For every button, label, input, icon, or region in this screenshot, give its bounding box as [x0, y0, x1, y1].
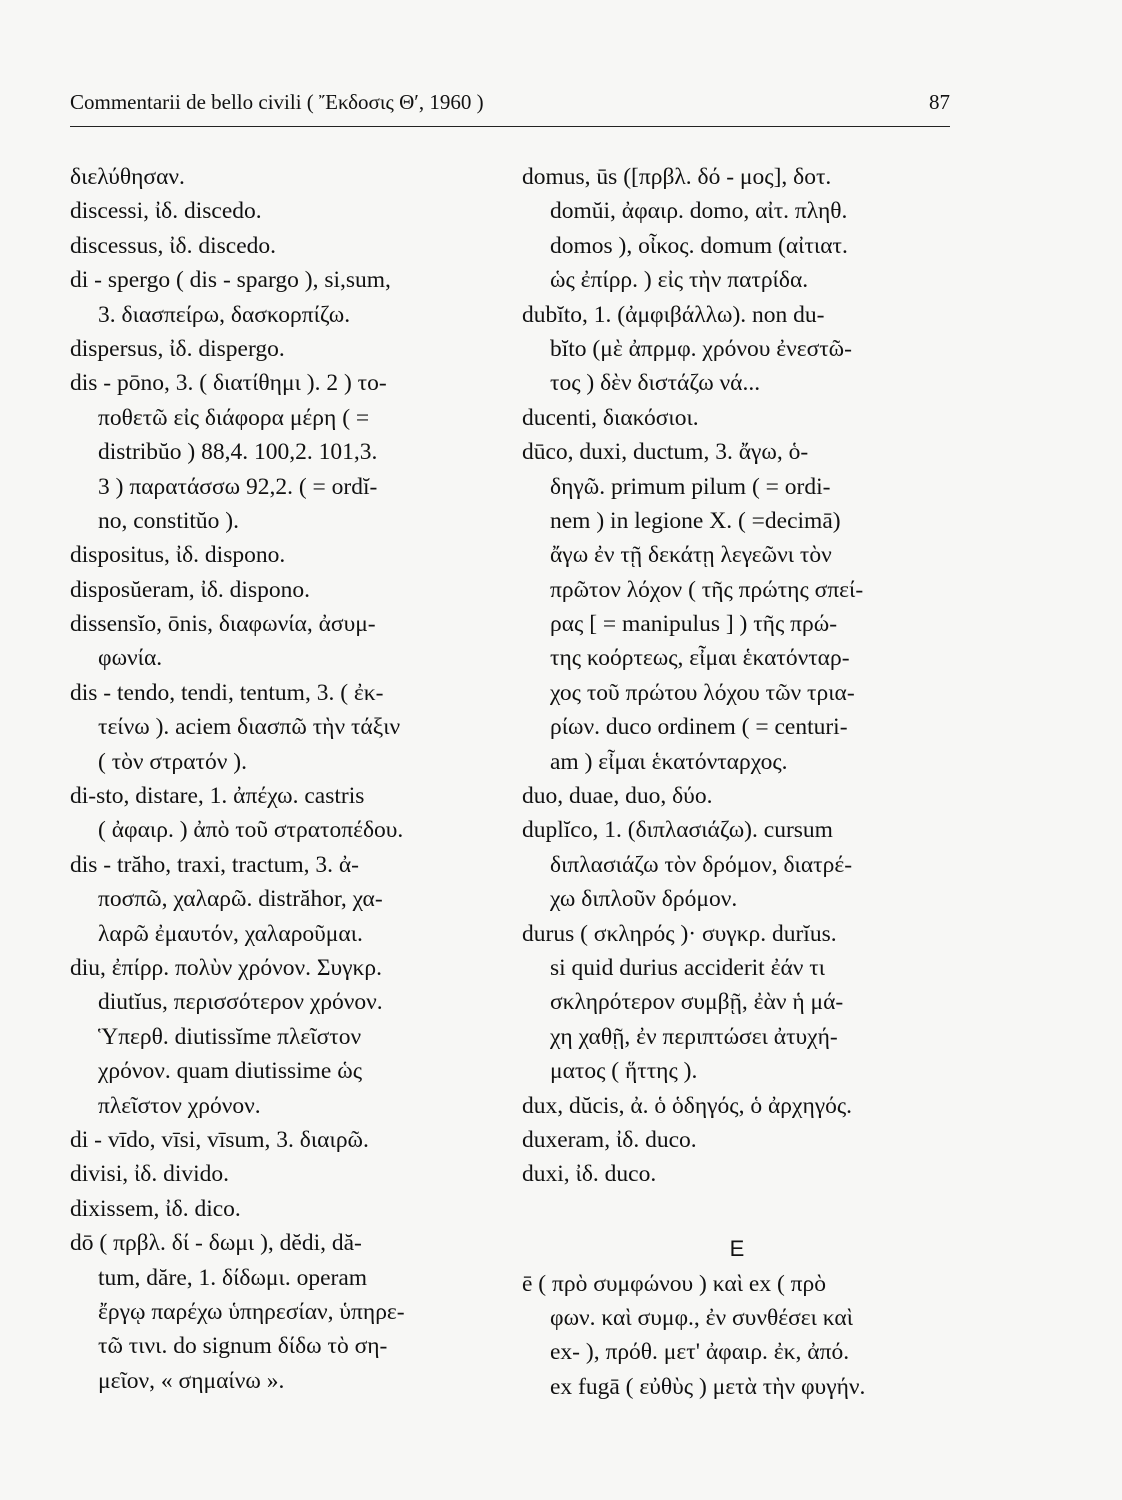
dictionary-line: domŭi, ἀφαιρ. domo, αἰτ. πληθ. — [550, 198, 848, 225]
dictionary-line: ποσπῶ, χαλαρῶ. distrăhor, χα- — [98, 886, 383, 913]
dictionary-line: χρόνον. quam diutissime ὡς — [98, 1058, 363, 1085]
dictionary-line: distribŭo ) 88,4. 100,2. 101,3. — [98, 439, 378, 466]
left-column — [70, 160, 500, 1398]
dictionary-line: divisi, ἰδ. divido. — [70, 1161, 230, 1188]
dictionary-line: durus ( σκληρός )· συγκρ. durĭus. — [522, 920, 837, 947]
dictionary-line: ρας [ = manipulus ] ) τῆς πρώ- — [550, 611, 838, 638]
dictionary-line: diu, ἐπίρρ. πολὺν χρόνον. Συγκρ. — [70, 954, 382, 981]
dictionary-line: duxeram, ἰδ. duco. — [522, 1126, 697, 1153]
dictionary-line: disposŭeram, ἰδ. dispono. — [70, 576, 310, 603]
dictionary-line: dixissem, ἰδ. dico. — [70, 1195, 241, 1222]
dictionary-line: ρίων. duco ordinem ( = centuri- — [550, 714, 848, 741]
dictionary-line: dis - tendo, tendi, tentum, 3. ( ἐκ- — [70, 679, 384, 706]
dictionary-line: am ) εἶμαι ἑκατόνταρχος. — [550, 748, 788, 775]
dictionary-line: τος ) δὲν διστάζω νά... — [550, 370, 761, 397]
dictionary-line: nem ) in legione X. ( =decimā) — [550, 507, 841, 534]
running-header — [70, 90, 950, 122]
dictionary-line: τῶ τινι. do signum δίδω τὸ ση- — [98, 1333, 388, 1360]
section-letter-heading: E — [729, 1236, 745, 1262]
dictionary-line: duplĭco, 1. (διπλασιάζω). cursum — [522, 817, 833, 844]
dictionary-line: no, constitŭo ). — [98, 507, 239, 534]
dictionary-line: discessi, ἰδ. discedo. — [70, 198, 262, 225]
dictionary-line: di-sto, distare, 1. ἀπέχω. castris — [70, 783, 365, 810]
dictionary-line: πρῶτον λόχον ( τῆς πρώτης σπεί- — [550, 576, 864, 603]
running-title: Commentarii de bello civili ( Ἔκδοσις Θ′, 1960 ) — [70, 90, 484, 114]
dictionary-line: ἄγω ἐν τῇ δεκάτῃ λεγεῶνι τὸν — [550, 542, 832, 569]
dictionary-line: ducenti, διακόσιοι. — [522, 404, 699, 431]
dictionary-line: ποθετῶ εἰς διάφορα μέρη ( = — [98, 404, 370, 431]
right-column-entries — [522, 160, 952, 1192]
dictionary-line: dux, dŭcis, ἀ. ὁ ὁδηγός, ὁ ἀρχηγός. — [522, 1092, 853, 1119]
dictionary-line: dis - trăho, traxi, tractum, 3. ἀ- — [70, 851, 360, 878]
dictionary-line: tum, dăre, 1. δίδωμι. operam — [98, 1264, 368, 1291]
right-column-entries-after — [522, 1267, 952, 1405]
dictionary-line: duxi, ἰδ. duco. — [522, 1161, 657, 1188]
dictionary-line: φων. καὶ συμφ., ἐν συνθέσει καὶ — [550, 1304, 854, 1331]
dictionary-line: λαρῶ ἐμαυτόν, χαλαροῦμαι. — [98, 920, 363, 947]
dictionary-line: dūco, duxi, ductum, 3. ἄγω, ὁ- — [522, 439, 809, 466]
dictionary-line: ex fugā ( εὐθὺς ) μετὰ τὴν φυγήν. — [550, 1373, 866, 1400]
dictionary-line: ( τὸν στρατόν ). — [98, 748, 247, 775]
dictionary-line: dō ( πρβλ. δί - δωμι ), dĕdi, dă- — [70, 1230, 362, 1257]
dictionary-line: ex- ), πρόθ. μετ' ἀφαιρ. ἐκ, ἀπό. — [550, 1339, 850, 1366]
dictionary-line: ē ( πρὸ συμφώνου ) καὶ ex ( πρὸ — [522, 1270, 826, 1297]
dictionary-line: duo, duae, duo, δύο. — [522, 783, 713, 810]
header-rule — [70, 126, 950, 127]
dictionary-line: si quid durius acciderit ἐάν τι — [550, 954, 826, 981]
dictionary-line: ὡς ἐπίρρ. ) εἰς τὴν πατρίδα. — [550, 267, 809, 294]
dictionary-line: Ὑπερθ. diutissĭme πλεῖστον — [98, 1023, 362, 1050]
dictionary-line: σκληρότερον συμβῇ, ἐὰν ἡ μά- — [550, 989, 844, 1016]
dictionary-line: δηγῶ. primum pilum ( = ordi- — [550, 473, 831, 500]
dictionary-line: di - spergo ( dis - spargo ), si,sum, — [70, 267, 391, 294]
dictionary-line: dispositus, ἰδ. dispono. — [70, 542, 286, 569]
dictionary-line: bĭto (μὲ ἀπρμφ. χρόνου ἐνεστῶ- — [550, 335, 852, 362]
dictionary-line: ( ἀφαιρ. ) ἀπὸ τοῦ στρατοπέδου. — [98, 817, 404, 844]
dictionary-line: ἔργῳ παρέχω ὑπηρεσίαν, ὑπηρε- — [98, 1298, 405, 1325]
dictionary-line: ματος ( ἥττης ). — [550, 1058, 698, 1085]
dictionary-line: διελύθησαν. — [70, 164, 185, 190]
dictionary-line: domos ), οἶκος. domum (αἰτιατ. — [550, 232, 848, 259]
dictionary-line: διπλασιάζω τὸν δρόμον, διατρέ- — [550, 851, 853, 878]
dictionary-line: χος τοῦ πρώτου λόχου τῶν τρια- — [550, 679, 855, 706]
dictionary-line: πλεῖστον χρόνον. — [98, 1092, 261, 1119]
dictionary-line: dis - pōno, 3. ( διατίθημι ). 2 ) το- — [70, 370, 387, 397]
dictionary-line: domus, ūs ([πρβλ. δό - μος], δοτ. — [522, 164, 832, 190]
dictionary-line: τείνω ). aciem διασπῶ τὴν τάξιν — [98, 714, 401, 741]
dictionary-line: 3. διασπείρω, δασκορπίζω. — [98, 301, 351, 328]
page-number: 87 — [929, 90, 950, 114]
dictionary-line: discessus, ἰδ. discedo. — [70, 232, 277, 259]
dictionary-line: dissensĭo, ōnis, διαφωνία, ἀσυμ- — [70, 611, 376, 638]
dictionary-line: φωνία. — [98, 645, 163, 672]
dictionary-line: χη χαθῇ, ἐν περιπτώσει ἀτυχή- — [550, 1023, 838, 1050]
dictionary-line: di - vīdo, vīsi, vīsum, 3. διαιρῶ. — [70, 1126, 369, 1153]
dictionary-line: χω διπλοῦν δρόμον. — [550, 886, 738, 913]
dictionary-line: μεῖον, « σημαίνω ». — [98, 1367, 285, 1394]
dictionary-line: dispersus, ἰδ. dispergo. — [70, 335, 285, 362]
blank-line — [522, 1192, 952, 1226]
dictionary-line: της κοόρτεως, εἶμαι ἑκατόνταρ- — [550, 645, 850, 672]
dictionary-line: dubĭto, 1. (ἀμφιβάλλω). non du- — [522, 301, 825, 328]
dictionary-line: 3 ) παρατάσσω 92,2. ( = ordĭ- — [98, 473, 378, 500]
dictionary-line: diutĭus, περισσότερον χρόνον. — [98, 989, 383, 1016]
right-column — [522, 160, 952, 1404]
